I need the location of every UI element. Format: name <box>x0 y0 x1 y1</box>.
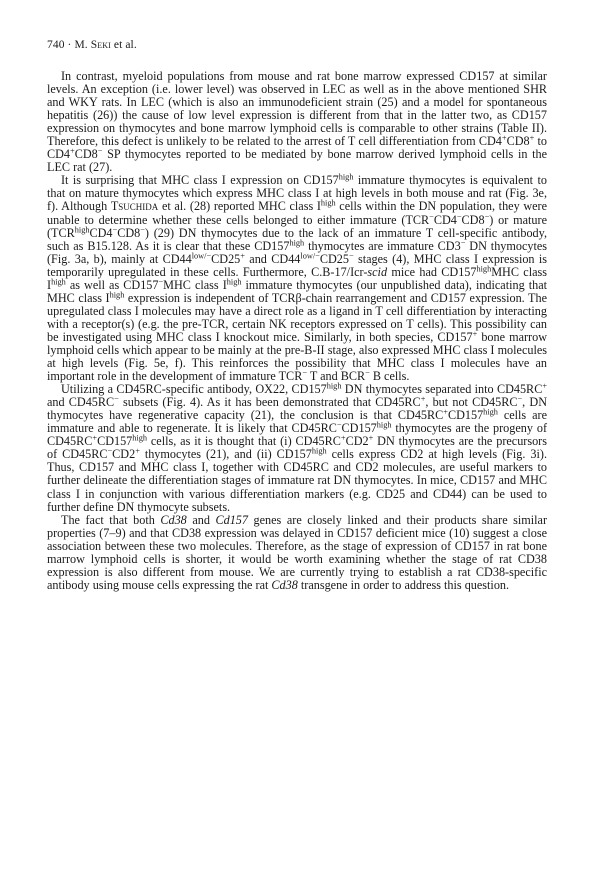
superscript: + <box>340 433 346 443</box>
superscript: + <box>368 433 374 443</box>
superscript: − <box>97 146 103 156</box>
superscript: − <box>302 368 307 378</box>
superscript: high <box>311 446 327 456</box>
superscript: high <box>132 433 148 443</box>
header-separator: · <box>67 39 72 51</box>
superscript: + <box>92 433 98 443</box>
superscript: low/− <box>191 251 212 261</box>
superscript: high <box>109 290 125 300</box>
paragraph-cd38: The fact that both Cd38 and Cd157 genes are closely linked and their products share similar properties (7–9) and that CD38 expression was delayed in CD157 deficient mice (10) suggest a close association between these two molecules. Therefore, as the stage of expression of CD157 in rat bone marrow lymphoid cells is shorter, it would be worth examining whether the stage of rat CD38 expression is also different from mouse. We are currently trying to establish a rat CD38-specific antibody using mouse cells expressing the rat Cd38 transgene in order to address this question. <box>47 512 548 592</box>
superscript: + <box>240 251 245 261</box>
italic-term: Cd38 <box>271 577 298 592</box>
superscript: + <box>420 394 426 404</box>
superscript: − <box>484 211 490 221</box>
superscript: − <box>336 420 342 430</box>
superscript: high <box>326 381 342 391</box>
superscript: + <box>443 407 448 417</box>
superscript: − <box>348 251 354 261</box>
superscript: + <box>501 133 507 143</box>
superscript: high <box>338 172 354 182</box>
superscript: high <box>320 198 336 208</box>
superscript: − <box>158 277 164 287</box>
running-header <box>47 39 137 51</box>
superscript: high <box>289 238 305 248</box>
superscript: − <box>114 394 119 404</box>
superscript: high <box>51 277 66 287</box>
small-caps-name: Tsuchida <box>110 199 159 214</box>
body-text <box>47 70 547 592</box>
italic-term: scid <box>367 264 388 279</box>
author-initial: M. <box>74 39 88 51</box>
italic-term: Cd157 <box>215 512 248 527</box>
paragraph-mhc-class-i: It is surprising that MHC class I expression on $CD157^{high}$ immature thymocytes is equivalent to that on mature thymocytes which express MHC class I at high levels in both mouse and rat (Fig. 3e, f). Although Tsuchida et al. (28) reported MHC class $I^{high}$ cells within the DN population, they were unable to determine whether these cells belonged to either immature (TCR−CD4−CD8−) or mature $(TCR^{high}CD4^-CD8^-)$ (29) DN thymocytes due to the lack of an immature T cell-specific antibody, such as B15.128. As it is clear that these $CD157^{high}$ thymocytes are immature CD3− DN thymocytes (Fig. 3a, b), mainly at $CD44^{low/-}CD25^+$ and $CD44^{low/-}CD25^-$ stages (4), MHC class I expression is temporarily upregulated in these cells. Furthermore, C.B-17/Icr-scid mice had $CD157^{high}MHC$ class $I^{high}$ as well as CD157−MHC class $I^{high}$ immature thymocytes (our unpublished data), indicating that MHC class $I^{high}$ expression is independent of TCRβ-chain rearrangement and CD157 expression. The upregulated class I molecules may have a direct role as a ligand in T cell differentiation by interacting with a receptor(s) (e.g. the pre-TCR, certain NK receptors expressed on T cells). This possibility can be investigated using MHC class I knockout mice. Similarly, in both species, CD157+ bone marrow lymphoid cells which appear to be mainly at the pre-B-II stage, also expressed MHC class I molecules at high levels (Fig. 5e, f). This reinforces the possibility that MHC class I molecules have an important role in the development of immature TCR− T and BCR− B cells. <box>47 172 548 384</box>
superscript: − <box>365 368 370 378</box>
superscript: high <box>376 420 392 430</box>
superscript: + <box>135 446 140 456</box>
superscript: high <box>476 264 492 274</box>
paragraph-myeloid-expression: In contrast, myeloid populations from mouse and rat bone marrow expressed CD157 at similar levels. An exception (i.e. lower level) was observed in LEC as well as in the above mentioned SHR and WKY rats. In LEC (which is also an immunodeficient strain (25) and a model for spontaneous hepatitis (26)) the cause of low level expression is different from that in the latter two, as CD157 expression on thymocytes and bone marrow lymphoid cells is comparable to other strains (Table II). Therefore, this defect is unlikely to be related to the arrest of T cell differentiation from CD4+CD8+ to CD4+CD8− SP thymocytes reported to be mediated by bone marrow derived lymphoid cells in the LEC rat (27). <box>47 69 547 175</box>
superscript: − <box>112 225 118 234</box>
page-number: 740 <box>47 39 65 51</box>
superscript: + <box>529 133 535 143</box>
superscript: high <box>483 407 498 417</box>
superscript: + <box>542 381 547 391</box>
et-al: et al. <box>113 39 137 51</box>
superscript: − <box>107 446 113 456</box>
superscript: low/− <box>300 251 320 261</box>
author-surname: Seki <box>90 39 111 51</box>
superscript: high <box>74 225 90 234</box>
italic-term: Cd38 <box>160 512 187 527</box>
paragraph-cd45rc: Utilizing a CD45RC-specific antibody, OX22, $CD157^{high}$ DN thymocytes separated into CD45RC+ and CD45RC− subsets (Fig. 4). As it has been demonstrated that CD45RC+, but not CD45RC−, DN thymocytes have regenerative capacity (21), the conclusion is that $CD45RC^+CD157^{high}$ cells are immature and able to regenerate. It is likely that $CD45RC^-CD157^{high}$ thymocytes are the progeny of $CD45RC^+CD157^{high}$ cells, as it is thought that (i) CD45RC+CD2+ DN thymocytes are the precursors of CD45RC−CD2+ thymocytes (21), and (ii) $CD157^{high}$ cells express CD2 at high levels (Fig. 3i). Thus, CD157 and MHC class I, together with CD45RC and CD2 molecules, are useful markers to further delineate the differentiation stages of immature rat DN thymocytes. In mice, CD157 and MHC class I in conjunction with various differentiation markers (e.g. CD25 and CD44) can be used to further define DN thymocyte subsets. <box>47 381 548 514</box>
superscript: − <box>429 211 434 221</box>
superscript: − <box>140 225 145 234</box>
superscript: − <box>460 238 466 248</box>
superscript: high <box>226 277 242 287</box>
superscript: + <box>472 329 478 339</box>
superscript: − <box>517 394 523 404</box>
superscript: − <box>456 211 462 221</box>
superscript: + <box>70 146 75 156</box>
